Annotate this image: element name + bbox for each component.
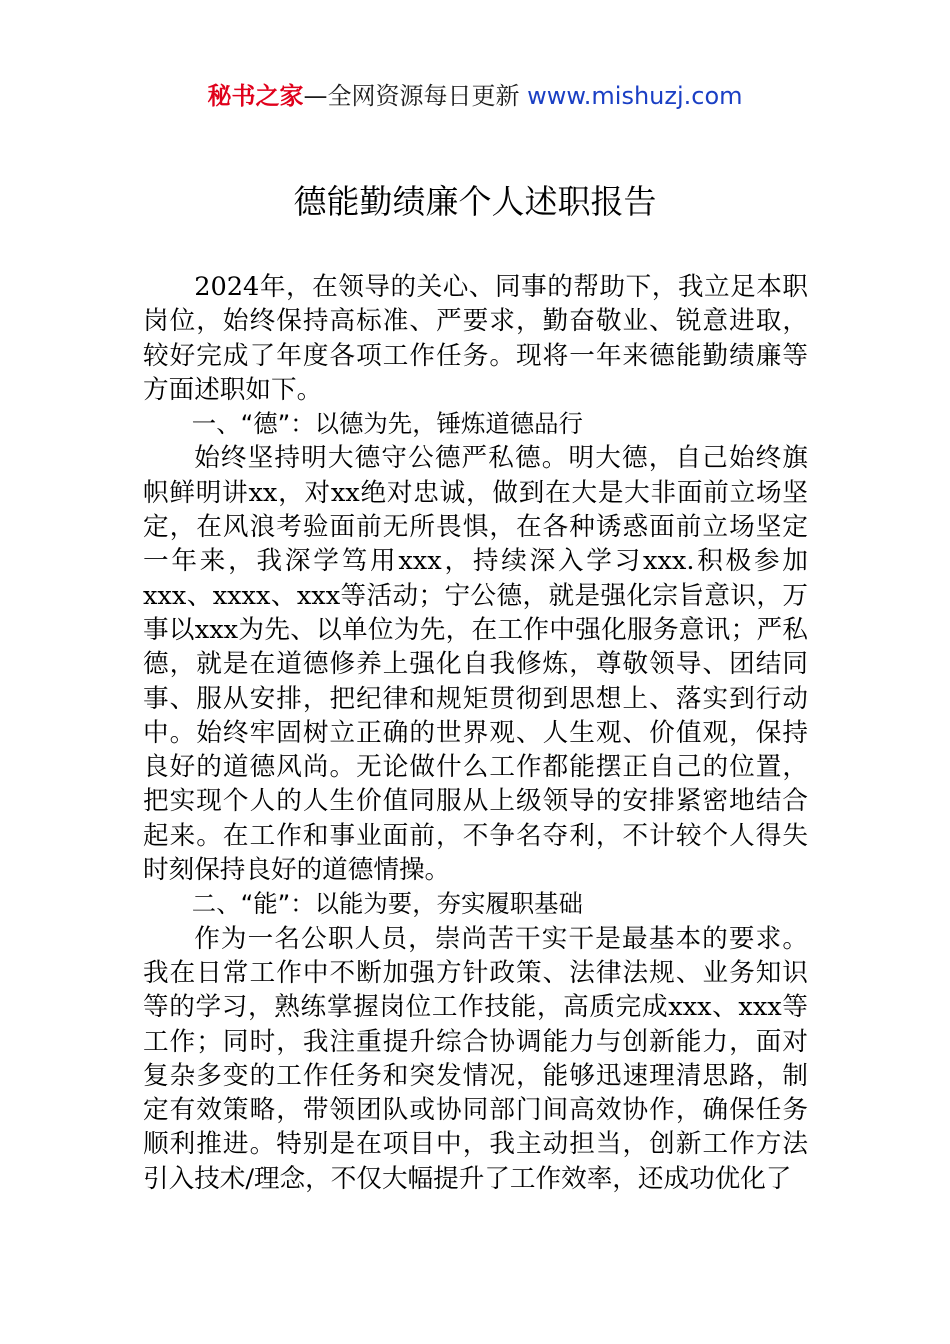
section-heading-de: 一、“德”：以德为先，锤炼道德品行 bbox=[191, 409, 583, 439]
banner-brand: 秘书之家 bbox=[207, 82, 304, 110]
intro-paragraph: 2024年，在领导的关心、同事的帮助下，我立足本职岗位，始终保持高标准、严要求，勤奋敬业、锐意进取，较好完成了年度各项工作任务。现将一年来德能勤绩廉等方面述职如下。 bbox=[143, 272, 808, 405]
document-title: 德能勤绩廉个人述职报告 bbox=[293, 182, 657, 221]
banner-tagline: —全网资源每日更新 bbox=[303, 82, 520, 110]
section-heading-neng: 二、“能”：以能为要，夯实履职基础 bbox=[191, 889, 583, 919]
section-paragraph-de: 始终坚持明大德守公德严私德。明大德，自己始终旗帜鲜明讲xx，对xx绝对忠诚，做到在大是大非面前立场坚定，在风浪考验面前无所畏惧，在各种诱惑面前立场坚定一年来，我深学笃用xxx，持续深入学习xxx.积极参加xxx、xxxx、xxx等活动；宁公德，就是强化宗旨意识，万事以xxx为先、以单位为先，在工作中强化服务意讯；严私德，就是在道德修养上强化自我修炼，尊敬领导、团结同事、服从安排，把纪律和规矩贯彻到思想上、落实到行动中。始终牢固树立正确的世界观、人生观、价值观，保持良好的道德风尚。无论做什么工作都能摆正自己的位置，把实现个人的人生价值同服从上级领导的安排紧密地结合起来。在工作和事业面前，不争名夺利，不计较个人得失时刻保持良好的道德情操。 bbox=[143, 443, 808, 886]
document-body bbox=[143, 270, 808, 1196]
site-banner bbox=[0, 80, 950, 112]
banner-url-link[interactable]: www.mishuzj.com bbox=[527, 82, 743, 110]
section-paragraph-neng: 作为一名公职人员，崇尚苦干实干是最基本的要求。我在日常工作中不断加强方针政策、法律法规、业务知识等的学习，熟练掌握岗位工作技能，高质完成xxx、xxx等工作；同时，我注重提升综合协调能力与创新能力，面对复杂多变的工作任务和突发情况，能够迅速理清思路，制定有效策略，带领团队或协同部门间高效协作，确保任务顺利推进。特别是在项目中，我主动担当，创新工作方法引入技术/理念，不仅大幅提升了工作效率，还成功优化了 bbox=[143, 923, 808, 1194]
